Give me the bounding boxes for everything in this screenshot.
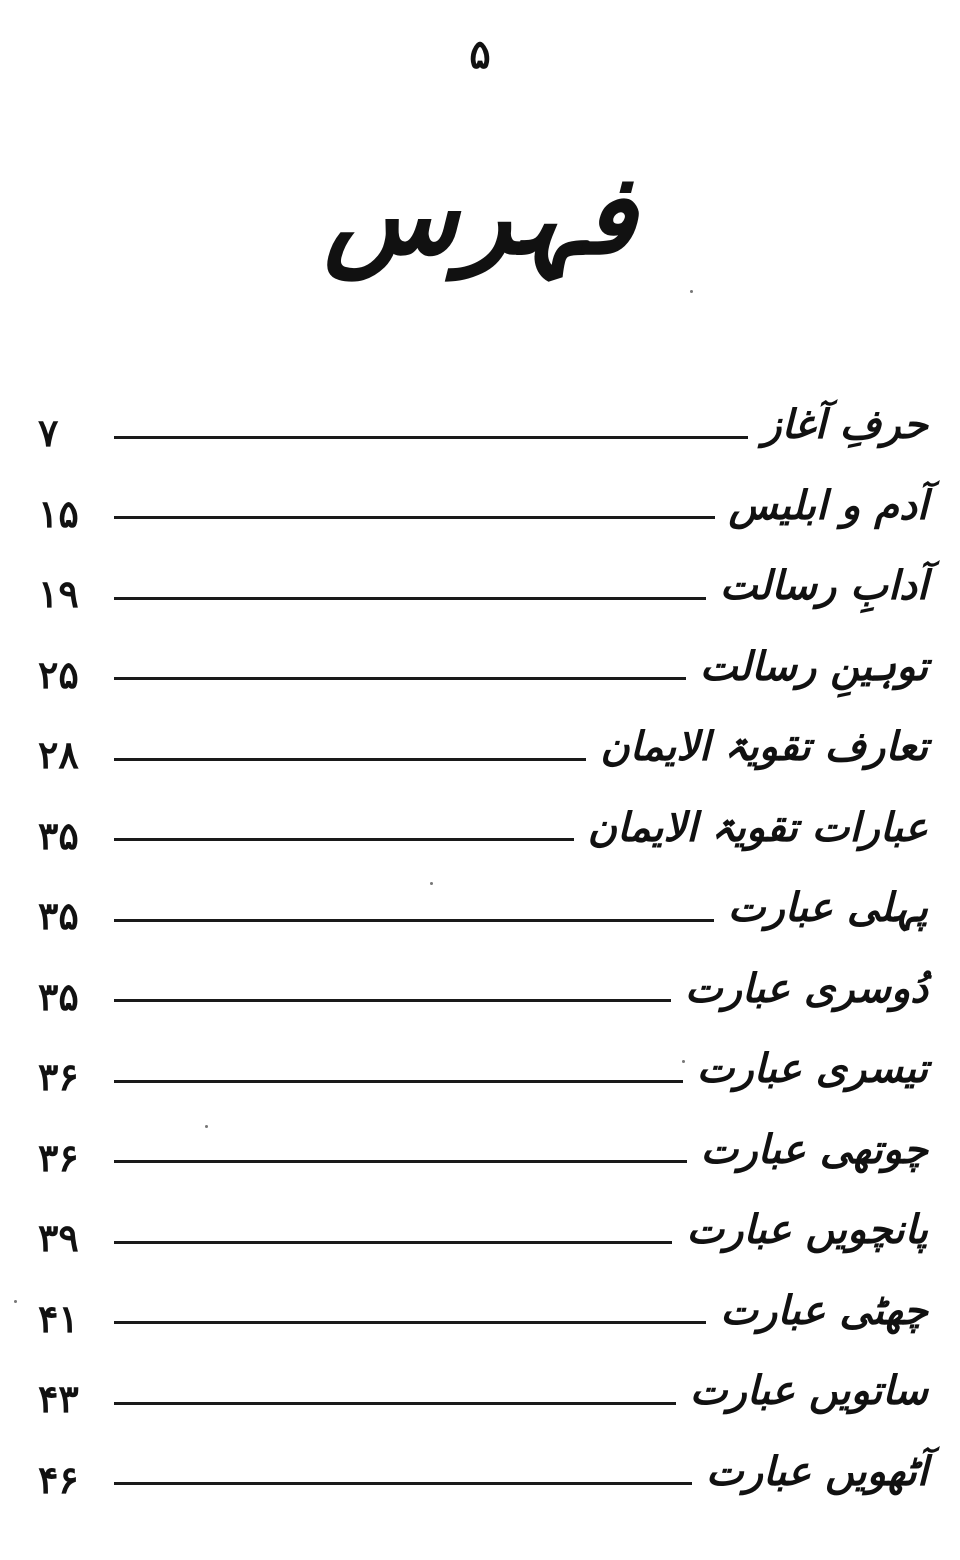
toc-entry-page: ۱۵ [38,490,79,536]
toc-leader-line [114,436,748,439]
toc-entry [38,949,928,1030]
toc-entry-title: ساتویں عبارت [689,1367,928,1415]
toc-leader-line [114,1482,692,1485]
toc-entry-title: دُوسری عبارت [684,964,928,1012]
toc-leader-line [114,1321,706,1324]
toc-leader-line [114,758,586,761]
toc-entry-title: تیسری عبارت [696,1045,928,1093]
toc-entry-page: ۳۵ [38,973,79,1019]
scan-speck [690,290,693,293]
toc-entry-page: ۱۹ [38,571,79,617]
toc-entry-page: ۳۵ [38,893,79,939]
toc-entry-page: ۳۹ [38,1215,79,1261]
toc-entry-title: آدابِ رسالت [719,562,928,610]
scan-speck [682,1060,685,1063]
toc-leader-line [114,1160,687,1163]
toc-entry-page: ۴۳ [38,1376,79,1422]
table-of-contents [38,385,928,1512]
toc-entry [38,385,928,466]
scan-speck [14,1300,17,1303]
toc-entry-title: تعارف تقویۃ الایمان [600,723,928,771]
toc-entry-page: ۴۶ [38,1456,79,1502]
toc-entry-title: حرفِ آغاز [762,401,928,449]
toc-entry [38,868,928,949]
toc-entry [38,1271,928,1352]
toc-entry [38,707,928,788]
toc-entry-title: عبارات تقویۃ الایمان [587,803,928,851]
scan-speck [430,882,433,885]
scan-speck [205,1125,208,1128]
toc-leader-line [114,838,574,841]
toc-entry [38,1432,928,1513]
toc-entry-page: ۷ [38,410,59,456]
toc-entry-page: ۳۶ [38,1134,79,1180]
toc-leader-line [114,597,706,600]
toc-entry-title: پہلی عبارت [727,884,928,932]
toc-entry [38,788,928,869]
toc-entry-page: ۲۸ [38,732,79,778]
toc-entry-page: ۳۶ [38,1054,79,1100]
toc-entry-page: ۲۵ [38,651,79,697]
toc-entry-title: آدم و ابلیس [728,481,928,529]
toc-leader-line [114,919,714,922]
toc-entry [38,466,928,547]
toc-entry [38,1351,928,1432]
toc-entry-title: توہینِ رسالت [699,642,928,690]
toc-leader-line [114,516,715,519]
page-title: فہرس [323,150,636,279]
toc-leader-line [114,999,671,1002]
toc-leader-line [114,1402,676,1405]
page-number: ۵ [469,31,491,78]
toc-entry [38,546,928,627]
toc-entry-page: ۴۱ [38,1295,79,1341]
toc-leader-line [114,677,686,680]
toc-leader-line [114,1241,672,1244]
toc-entry-title: پانچویں عبارت [686,1206,928,1254]
toc-entry-title: چھٹی عبارت [720,1286,928,1334]
toc-entry [38,1190,928,1271]
toc-entry [38,1029,928,1110]
toc-entry-page: ۳۵ [38,812,79,858]
toc-leader-line [114,1080,683,1083]
toc-entry-title: چوتھی عبارت [700,1125,928,1173]
toc-entry-title: آٹھویں عبارت [706,1447,928,1495]
toc-entry [38,627,928,708]
toc-entry [38,1110,928,1191]
